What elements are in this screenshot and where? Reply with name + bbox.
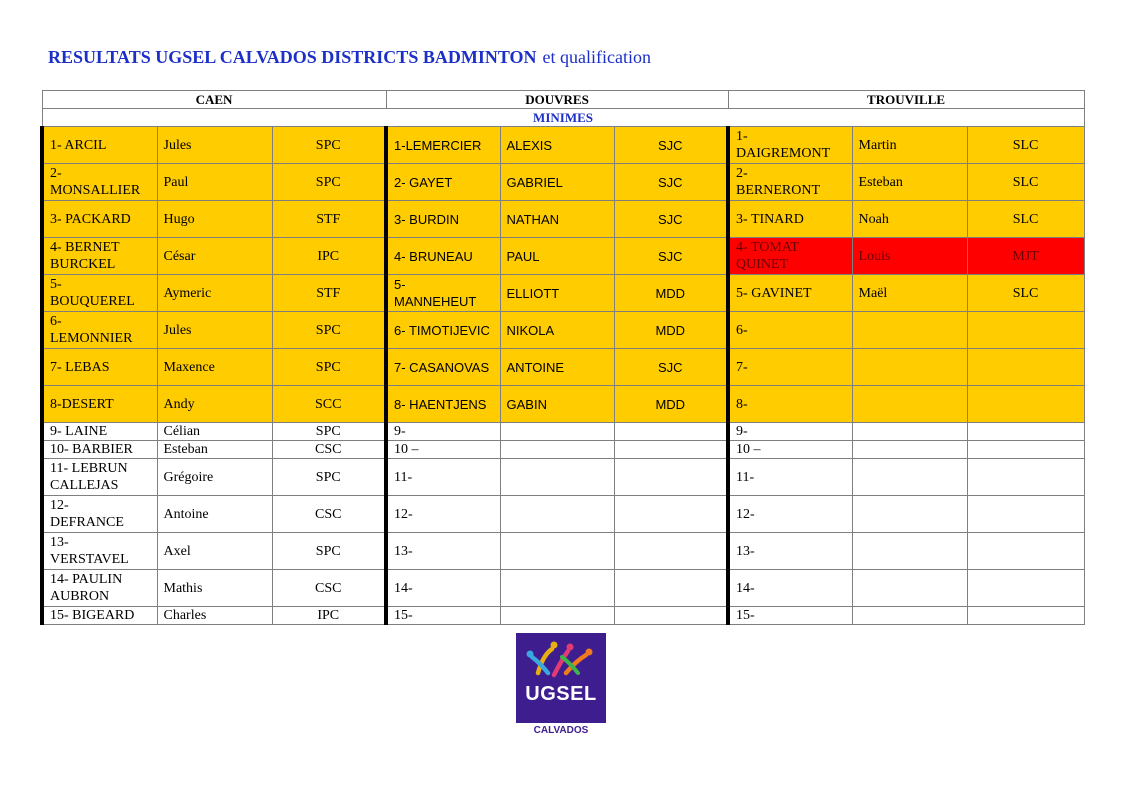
caen-firstname-cell: Jules bbox=[157, 312, 272, 349]
douvres-club-cell: MDD bbox=[614, 312, 728, 349]
douvres-name-cell: 5- MANNEHEUT bbox=[386, 275, 500, 312]
column-header-trouville: TROUVILLE bbox=[728, 91, 1084, 109]
douvres-firstname-cell: ANTOINE bbox=[500, 349, 614, 386]
douvres-club-cell bbox=[614, 496, 728, 533]
trouville-firstname-cell: Esteban bbox=[852, 164, 967, 201]
douvres-club-cell bbox=[614, 570, 728, 607]
douvres-firstname-cell: NIKOLA bbox=[500, 312, 614, 349]
trouville-name-cell: 3- TINARD bbox=[728, 201, 852, 238]
douvres-firstname-cell bbox=[500, 570, 614, 607]
caen-name-cell: 9- LAINE bbox=[42, 423, 157, 441]
douvres-name-cell: 9- bbox=[386, 423, 500, 441]
douvres-name-cell: 10 – bbox=[386, 441, 500, 459]
table-row bbox=[42, 441, 1084, 459]
trouville-firstname-cell bbox=[852, 570, 967, 607]
column-header-douvres: DOUVRES bbox=[386, 91, 728, 109]
douvres-name-cell: 2- GAYET bbox=[386, 164, 500, 201]
caen-firstname-cell: Grégoire bbox=[157, 459, 272, 496]
caen-firstname-cell: Maxence bbox=[157, 349, 272, 386]
trouville-name-cell: 11- bbox=[728, 459, 852, 496]
caen-club-cell: SPC bbox=[272, 459, 386, 496]
trouville-firstname-cell: Martin bbox=[852, 127, 967, 164]
trouville-name-cell: 8- bbox=[728, 386, 852, 423]
trouville-name-cell: 14- bbox=[728, 570, 852, 607]
table-row bbox=[42, 312, 1084, 349]
trouville-club-cell bbox=[967, 423, 1084, 441]
caen-club-cell: SPC bbox=[272, 349, 386, 386]
table-row bbox=[42, 533, 1084, 570]
table-row bbox=[42, 349, 1084, 386]
caen-club-cell: SPC bbox=[272, 533, 386, 570]
douvres-name-cell: 1-LEMERCIER bbox=[386, 127, 500, 164]
caen-name-cell: 10- BARBIER bbox=[42, 441, 157, 459]
trouville-firstname-cell bbox=[852, 312, 967, 349]
douvres-name-cell: 15- bbox=[386, 607, 500, 625]
douvres-club-cell: SJC bbox=[614, 164, 728, 201]
caen-firstname-cell: César bbox=[157, 238, 272, 275]
caen-name-cell: 13- VERSTAVEL bbox=[42, 533, 157, 570]
douvres-firstname-cell bbox=[500, 496, 614, 533]
trouville-club-cell: SLC bbox=[967, 164, 1084, 201]
table-row bbox=[42, 127, 1084, 164]
caen-club-cell: SPC bbox=[272, 127, 386, 164]
caen-firstname-cell: Axel bbox=[157, 533, 272, 570]
trouville-firstname-cell bbox=[852, 496, 967, 533]
douvres-name-cell: 3- BURDIN bbox=[386, 201, 500, 238]
title-sub: et qualification bbox=[542, 47, 651, 67]
trouville-club-cell bbox=[967, 533, 1084, 570]
trouville-name-cell: 5- GAVINET bbox=[728, 275, 852, 312]
caen-firstname-cell: Andy bbox=[157, 386, 272, 423]
douvres-club-cell bbox=[614, 423, 728, 441]
douvres-firstname-cell: NATHAN bbox=[500, 201, 614, 238]
trouville-name-cell: 1- DAIGREMONT bbox=[728, 127, 852, 164]
trouville-club-cell bbox=[967, 349, 1084, 386]
douvres-name-cell: 8- HAENTJENS bbox=[386, 386, 500, 423]
douvres-name-cell: 4- BRUNEAU bbox=[386, 238, 500, 275]
douvres-club-cell: SJC bbox=[614, 238, 728, 275]
caen-name-cell: 1- ARCIL bbox=[42, 127, 157, 164]
caen-firstname-cell: Célian bbox=[157, 423, 272, 441]
caen-name-cell: 2- MONSALLIER bbox=[42, 164, 157, 201]
table-row bbox=[42, 238, 1084, 275]
results-body bbox=[42, 127, 1084, 625]
douvres-name-cell: 14- bbox=[386, 570, 500, 607]
trouville-firstname-cell bbox=[852, 607, 967, 625]
caen-name-cell: 15- BIGEARD bbox=[42, 607, 157, 625]
douvres-firstname-cell bbox=[500, 533, 614, 570]
caen-name-cell: 4- BERNET BURCKEL bbox=[42, 238, 157, 275]
trouville-firstname-cell bbox=[852, 386, 967, 423]
caen-firstname-cell: Esteban bbox=[157, 441, 272, 459]
douvres-firstname-cell: ALEXIS bbox=[500, 127, 614, 164]
caen-firstname-cell: Hugo bbox=[157, 201, 272, 238]
trouville-club-cell: SLC bbox=[967, 201, 1084, 238]
caen-name-cell: 6- LEMONNIER bbox=[42, 312, 157, 349]
caen-name-cell: 8-DESERT bbox=[42, 386, 157, 423]
douvres-name-cell: 11- bbox=[386, 459, 500, 496]
caen-club-cell: CSC bbox=[272, 496, 386, 533]
caen-name-cell: 5- BOUQUEREL bbox=[42, 275, 157, 312]
trouville-club-cell bbox=[967, 312, 1084, 349]
douvres-club-cell: SJC bbox=[614, 201, 728, 238]
logo-region: CALVADOS bbox=[533, 725, 589, 736]
douvres-firstname-cell bbox=[500, 441, 614, 459]
trouville-club-cell bbox=[967, 441, 1084, 459]
table-row bbox=[42, 496, 1084, 533]
caen-club-cell: IPC bbox=[272, 607, 386, 625]
column-header-caen: CAEN bbox=[42, 91, 386, 109]
douvres-club-cell bbox=[614, 533, 728, 570]
trouville-name-cell: 12- bbox=[728, 496, 852, 533]
trouville-firstname-cell bbox=[852, 349, 967, 386]
trouville-club-cell bbox=[967, 496, 1084, 533]
trouville-firstname-cell: Maël bbox=[852, 275, 967, 312]
caen-club-cell: SPC bbox=[272, 164, 386, 201]
caen-club-cell: IPC bbox=[272, 238, 386, 275]
table-row bbox=[42, 459, 1084, 496]
douvres-firstname-cell: GABRIEL bbox=[500, 164, 614, 201]
douvres-firstname-cell bbox=[500, 459, 614, 496]
douvres-name-cell: 12- bbox=[386, 496, 500, 533]
douvres-firstname-cell: PAUL bbox=[500, 238, 614, 275]
page-title bbox=[48, 47, 651, 68]
trouville-club-cell: MJT bbox=[967, 238, 1084, 275]
caen-firstname-cell: Antoine bbox=[157, 496, 272, 533]
trouville-club-cell: SLC bbox=[967, 127, 1084, 164]
douvres-club-cell bbox=[614, 607, 728, 625]
trouville-name-cell: 7- bbox=[728, 349, 852, 386]
caen-club-cell: STF bbox=[272, 201, 386, 238]
trouville-firstname-cell bbox=[852, 533, 967, 570]
douvres-name-cell: 13- bbox=[386, 533, 500, 570]
trouville-club-cell bbox=[967, 607, 1084, 625]
caen-name-cell: 12- DEFRANCE bbox=[42, 496, 157, 533]
trouville-name-cell: 6- bbox=[728, 312, 852, 349]
caen-name-cell: 14- PAULIN AUBRON bbox=[42, 570, 157, 607]
caen-name-cell: 7- LEBAS bbox=[42, 349, 157, 386]
trouville-firstname-cell bbox=[852, 459, 967, 496]
caen-firstname-cell: Jules bbox=[157, 127, 272, 164]
trouville-firstname-cell: Louis bbox=[852, 238, 967, 275]
caen-club-cell: CSC bbox=[272, 441, 386, 459]
trouville-name-cell: 13- bbox=[728, 533, 852, 570]
trouville-club-cell bbox=[967, 570, 1084, 607]
douvres-club-cell: MDD bbox=[614, 275, 728, 312]
douvres-name-cell: 7- CASANOVAS bbox=[386, 349, 500, 386]
douvres-club-cell: SJC bbox=[614, 349, 728, 386]
douvres-firstname-cell: GABIN bbox=[500, 386, 614, 423]
results-table bbox=[40, 90, 1085, 625]
table-row bbox=[42, 275, 1084, 312]
trouville-name-cell: 9- bbox=[728, 423, 852, 441]
people-icon bbox=[516, 633, 606, 683]
trouville-name-cell: 4- TOMAT QUINET bbox=[728, 238, 852, 275]
table-row bbox=[42, 607, 1084, 625]
douvres-name-cell: 6- TIMOTIJEVIC bbox=[386, 312, 500, 349]
trouville-name-cell: 15- bbox=[728, 607, 852, 625]
trouville-firstname-cell: Noah bbox=[852, 201, 967, 238]
douvres-firstname-cell bbox=[500, 607, 614, 625]
caen-name-cell: 11- LEBRUN CALLEJAS bbox=[42, 459, 157, 496]
caen-name-cell: 3- PACKARD bbox=[42, 201, 157, 238]
caen-firstname-cell: Charles bbox=[157, 607, 272, 625]
table-row bbox=[42, 164, 1084, 201]
caen-club-cell: SCC bbox=[272, 386, 386, 423]
trouville-club-cell bbox=[967, 459, 1084, 496]
caen-firstname-cell: Paul bbox=[157, 164, 272, 201]
title-main: RESULTATS UGSEL CALVADOS DISTRICTS BADMINTON bbox=[48, 47, 537, 67]
table-row bbox=[42, 570, 1084, 607]
trouville-club-cell: SLC bbox=[967, 275, 1084, 312]
douvres-club-cell bbox=[614, 441, 728, 459]
table-row bbox=[42, 423, 1084, 441]
trouville-club-cell bbox=[967, 386, 1084, 423]
caen-firstname-cell: Mathis bbox=[157, 570, 272, 607]
logo-name: UGSEL bbox=[525, 683, 597, 705]
trouville-name-cell: 2- BERNERONT bbox=[728, 164, 852, 201]
table-row bbox=[42, 386, 1084, 423]
douvres-firstname-cell: ELLIOTT bbox=[500, 275, 614, 312]
trouville-firstname-cell bbox=[852, 441, 967, 459]
trouville-name-cell: 10 – bbox=[728, 441, 852, 459]
douvres-club-cell bbox=[614, 459, 728, 496]
ugsel-logo bbox=[516, 633, 606, 723]
caen-club-cell: SPC bbox=[272, 423, 386, 441]
douvres-firstname-cell bbox=[500, 423, 614, 441]
category-label: MINIMES bbox=[42, 109, 1084, 127]
caen-club-cell: STF bbox=[272, 275, 386, 312]
douvres-club-cell: SJC bbox=[614, 127, 728, 164]
caen-club-cell: SPC bbox=[272, 312, 386, 349]
caen-club-cell: CSC bbox=[272, 570, 386, 607]
douvres-club-cell: MDD bbox=[614, 386, 728, 423]
table-row bbox=[42, 201, 1084, 238]
trouville-firstname-cell bbox=[852, 423, 967, 441]
caen-firstname-cell: Aymeric bbox=[157, 275, 272, 312]
